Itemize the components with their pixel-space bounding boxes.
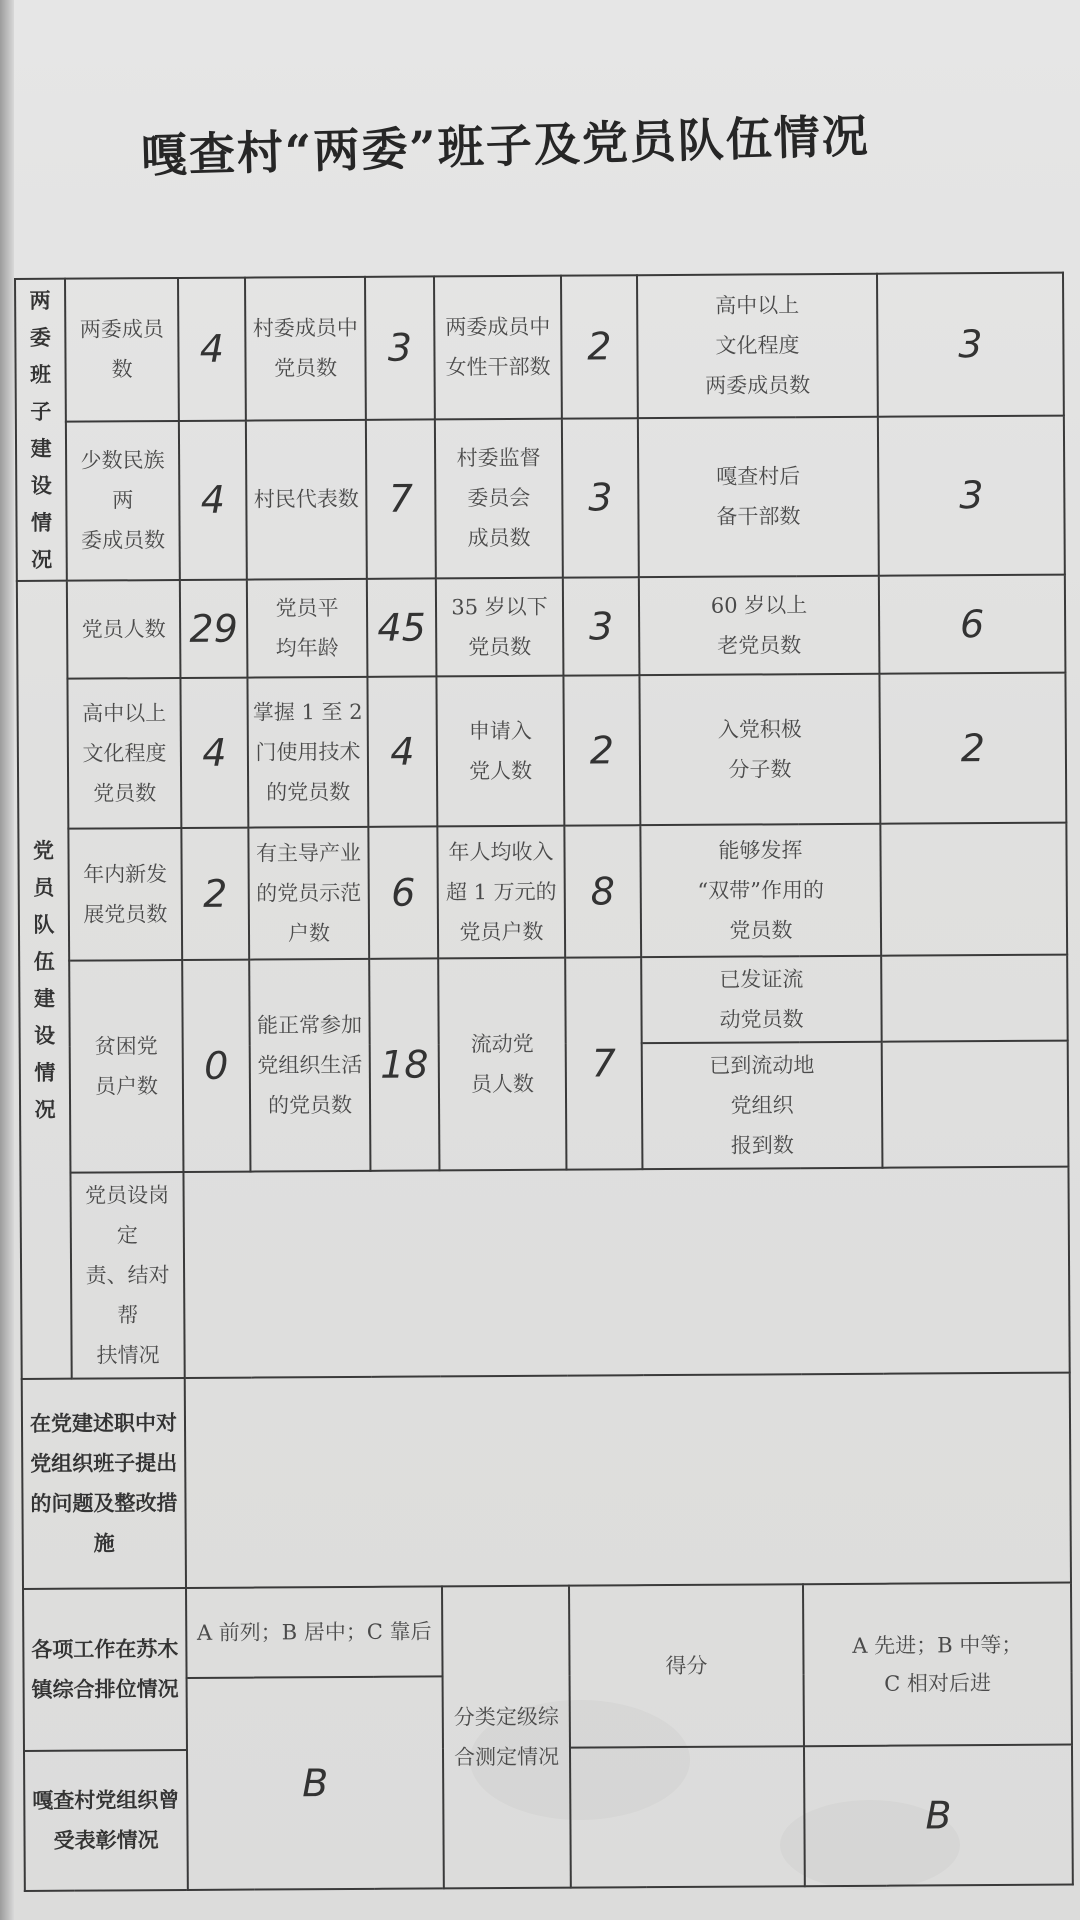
cell-label: 高中以上 文化程度 两委成员数 [637,274,878,418]
section-honors: 嘎查村党组织曾受表彰情况 [24,1750,188,1891]
cell-label: 党员平 均年龄 [247,579,368,678]
cell-label: 两委成员中 女性干部数 [434,276,562,419]
cell-value: 0 [182,960,250,1172]
table-row [19,955,1068,1047]
cell-label: 掌握 1 至 2 门使用技术 的党员数 [247,677,368,828]
cell-value: 7 [366,419,436,579]
cell-label: 村委监督 委员会 成员数 [435,418,563,578]
cell-value: 7 [565,957,642,1169]
cell-label: 已到流动地 党组织 报到数 [642,1042,883,1169]
cell-value: 2 [563,675,640,825]
ranking-value: B [187,1676,444,1890]
cell-label: 村民代表数 [246,419,367,579]
section-problems: 在党建述职中对党组织班子提出的问题及整改措施 [22,1378,186,1589]
cell-value: 3 [563,577,640,675]
level-options: A 先进；B 中等； C 相对后进 [803,1583,1072,1747]
cell-label: 35 岁以下 党员数 [436,578,564,677]
cell-value: 4 [367,676,437,826]
cell-value: 2 [561,275,638,418]
cell-content [183,1167,1069,1378]
cell-value [882,1041,1069,1168]
section-ranking: 各项工作在苏木镇综合排位情况 [23,1588,187,1751]
cell-value: 4 [179,420,247,580]
score-value [570,1746,805,1887]
cell-label: 高中以上 文化程度 党员数 [67,678,181,829]
cell-value: 3 [878,415,1065,576]
cell-value: 3 [365,276,435,419]
cell-value: 4 [178,278,246,421]
table-row [22,1373,1071,1589]
cell-label: 少数民族两 委成员数 [66,421,180,581]
section-committee: 两委班子建设情况 [15,279,67,581]
level-value: B [804,1745,1073,1887]
problems-content [185,1373,1071,1588]
cell-label: 年人均收入 超 1 万元的 党员户数 [437,826,565,959]
cell-label: 党员人数 [67,580,181,679]
cell-value: 18 [369,958,439,1170]
binding-edge [0,0,14,1920]
cell-label: 流动党 员人数 [438,958,566,1171]
score-label: 得分 [569,1584,804,1747]
cell-label: 嘎查村后 备干部数 [638,416,879,577]
page-title: 嘎查村“两委”班子及党员队伍情况 [140,108,871,183]
cell-label: 年内新发 展党员数 [68,828,182,961]
form-table [14,272,1074,1892]
table-row [17,575,1066,679]
cell-label: 能够发挥 “双带”作用的 党员数 [640,824,881,957]
cell-label: 两委成员数 [65,278,179,421]
cell-value [880,823,1067,956]
cell-value: 3 [877,273,1064,417]
table-row [20,1167,1069,1379]
cell-value [881,955,1068,1042]
cell-label: 有主导产业 的党员示范 户数 [248,827,369,960]
cell-label: 党员设岗定 责、结对帮 扶情况 [70,1172,184,1379]
section-members: 党员队伍建设情况 [17,581,72,1379]
cell-value: 3 [562,418,639,578]
cell-label: 入党积极 分子数 [639,674,880,825]
cell-label: 已发证流 动党员数 [641,956,882,1043]
table-row [18,823,1067,961]
cell-value: 6 [368,826,438,958]
cell-value: 4 [180,678,248,828]
cell-value: 6 [879,575,1066,674]
cell-value: 2 [181,828,249,960]
cell-value: 29 [180,580,248,678]
cell-value: 2 [879,673,1066,824]
cell-label: 申请入 党人数 [436,676,564,827]
cell-value: 8 [564,825,641,957]
table-row [16,415,1065,581]
classify-label: 分类定级综 合测定情况 [442,1586,571,1889]
cell-label: 60 岁以上 老党员数 [639,576,880,675]
cell-label: 村委成员中 党员数 [245,277,366,420]
cell-label: 贫困党 员户数 [69,960,183,1173]
table-row [17,673,1066,829]
table-row [23,1583,1072,1679]
form-sheet [14,272,1071,1853]
table-row [15,273,1064,422]
ranking-options: A 前列；B 居中；C 靠后 [186,1586,443,1678]
cell-value: 45 [367,578,437,676]
cell-label: 能正常参加 党组织生活 的党员数 [249,959,370,1172]
